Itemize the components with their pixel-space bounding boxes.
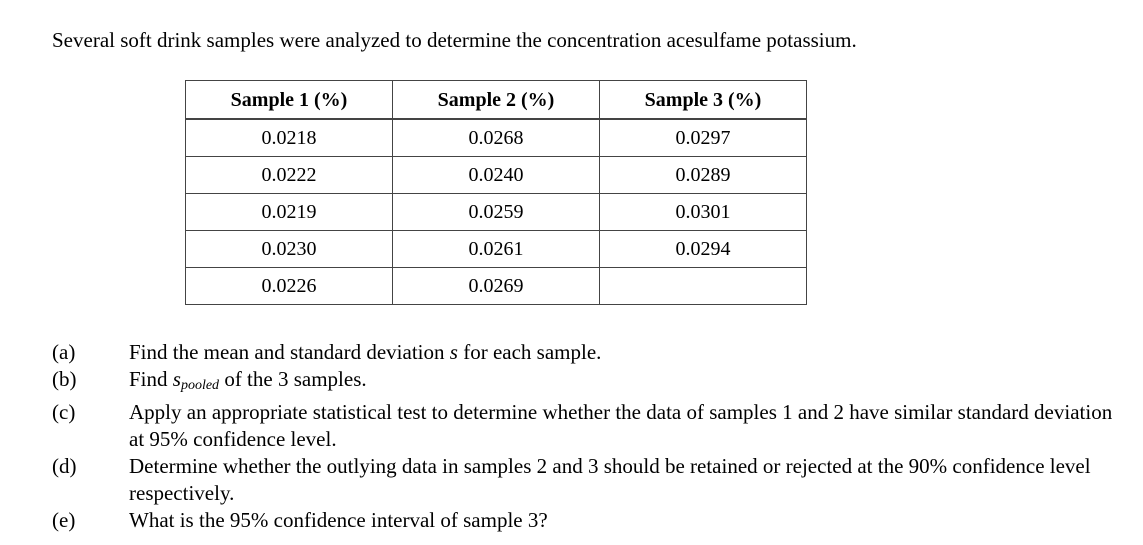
table-cell: 0.0259 bbox=[393, 194, 600, 231]
question-text: Apply an appropriate statistical test to determine whether the data of samples 1 and 2 have similar standard deviation at 95% confidence level. bbox=[129, 400, 1113, 451]
header-sample-3: Sample 3 (%) bbox=[600, 81, 807, 120]
variable-s: s bbox=[172, 367, 181, 391]
samples-table bbox=[185, 80, 807, 305]
table-cell: 0.0219 bbox=[186, 194, 393, 231]
variable-s-pooled bbox=[173, 367, 219, 391]
question-text: Find bbox=[129, 367, 173, 391]
table-row bbox=[186, 194, 807, 231]
table-cell: 0.0294 bbox=[600, 231, 807, 268]
table-cell bbox=[600, 268, 807, 305]
table-header-row bbox=[186, 81, 807, 120]
table-cell: 0.0269 bbox=[393, 268, 600, 305]
table-cell: 0.0240 bbox=[393, 157, 600, 194]
question-text: What is the 95% confidence interval of sample 3? bbox=[129, 508, 548, 532]
table-row bbox=[186, 157, 807, 194]
table-cell: 0.0297 bbox=[600, 119, 807, 157]
table-cell: 0.0261 bbox=[393, 231, 600, 268]
question-label: (b) bbox=[52, 367, 77, 391]
table-cell: 0.0222 bbox=[186, 157, 393, 194]
subscript-pooled: pooled bbox=[180, 378, 220, 393]
table-row bbox=[186, 268, 807, 305]
question-text: Determine whether the outlying data in samples 2 and 3 should be retained or rejected at the 90% confidence level respectively. bbox=[129, 454, 1091, 505]
question-list bbox=[52, 339, 1132, 534]
question-text: Find the mean and standard deviation bbox=[129, 340, 450, 364]
question-text: for each sample. bbox=[457, 340, 602, 364]
table-row bbox=[186, 119, 807, 157]
question-label: (d) bbox=[52, 454, 77, 478]
table-cell: 0.0218 bbox=[186, 119, 393, 157]
question-b bbox=[52, 366, 1132, 399]
question-text: of the 3 samples. bbox=[219, 367, 367, 391]
question-d bbox=[52, 453, 1132, 507]
table-row bbox=[186, 231, 807, 268]
table-cell: 0.0226 bbox=[186, 268, 393, 305]
table-cell: 0.0301 bbox=[600, 194, 807, 231]
question-c bbox=[52, 399, 1132, 453]
question-label: (a) bbox=[52, 340, 76, 364]
table-cell: 0.0268 bbox=[393, 119, 600, 157]
intro-text: Several soft drink samples were analyzed to determine the concentration acesulfame potassium. bbox=[52, 28, 857, 52]
question-label: (c) bbox=[52, 400, 76, 424]
table-cell: 0.0289 bbox=[600, 157, 807, 194]
table-cell: 0.0230 bbox=[186, 231, 393, 268]
question-a bbox=[52, 339, 1132, 366]
header-sample-2: Sample 2 (%) bbox=[393, 81, 600, 120]
variable-s: s bbox=[449, 340, 458, 364]
question-e bbox=[52, 507, 1132, 534]
question-label: (e) bbox=[52, 508, 76, 532]
header-sample-1: Sample 1 (%) bbox=[186, 81, 393, 120]
